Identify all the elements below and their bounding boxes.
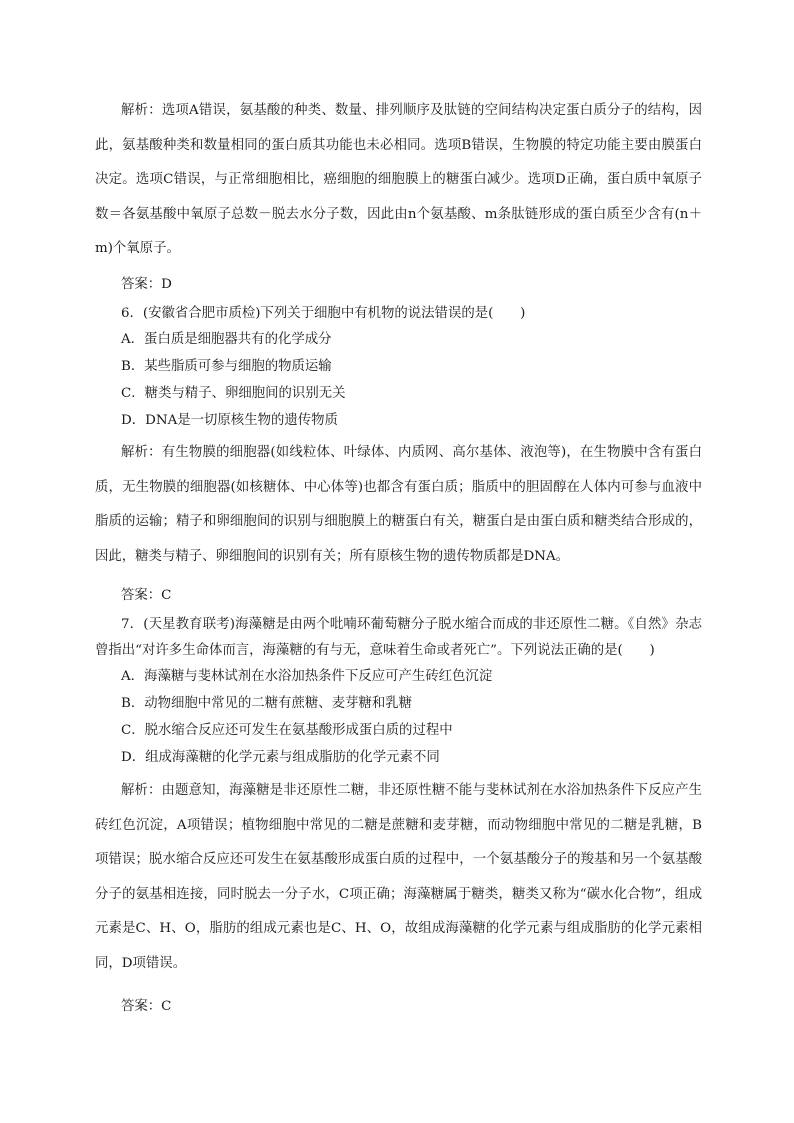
analysis-label: 解析： xyxy=(121,445,162,460)
answer-label: 答案： xyxy=(121,277,162,292)
q7-analysis xyxy=(95,774,702,981)
answer-value: D xyxy=(161,277,172,292)
q6-option-c: C．糖类与精子、卵细胞间的识别无关 xyxy=(121,386,346,401)
q7-option-b: B．动物细胞中常见的二糖有蔗糖、麦芽糖和乳糖 xyxy=(121,696,413,711)
q5-answer xyxy=(121,274,172,296)
q7-option-c: C．脱水缩合反应还可发生在氨基酸形成蛋白质的过程中 xyxy=(121,723,453,738)
analysis-label: 解析： xyxy=(121,783,162,798)
q6-option-a: A．蛋白质是细胞器共有的化学成分 xyxy=(121,332,332,347)
answer-value: C xyxy=(161,999,172,1014)
q6-option-d: D．DNA是一切原核生物的遗传物质 xyxy=(121,413,338,428)
analysis-text: 由题意知，海藻糖是非还原性二糖，非还原性糖不能与斐林试剂在水浴加热条件下反应产生砖红色沉淀，A项错误；植物细胞中常见的二糖是蔗糖和麦芽糖，而动物细胞中常见的二糖是乳糖，B项错误；脱水缩合反应还可发生在氨基酸形成蛋白质的过程中，一个氨基酸分子的羧基和另一个氨基酸分子的氨基相连接，同时脱去一分子水，C项正确；海藻糖属于糖类，糖类又称为“碳水化合物”，组成元素是C、H、O，脂肪的组成元素也是C、H、O，故组成海藻糖的化学元素与组成脂肪的化学元素相同，D项错误。 xyxy=(95,783,703,971)
q6-stem: 6．(安徽省合肥市质检)下列关于细胞中有机物的说法错误的是( ) xyxy=(121,306,526,321)
analysis-text: 选项A错误，氨基酸的种类、数量、排列顺序及肽链的空间结构决定蛋白质分子的结构，因此，氨基酸种类和数量相同的蛋白质其功能也未必相同。选项B错误，生物膜的特定功能主要由膜蛋白决定。选项C错误，与正常细胞相比，癌细胞的细胞膜上的糖蛋白减少。选项D正确，蛋白质中氧原子数＝各氨基酸中氧原子总数－脱去水分子数，因此由n个氨基酸、m条肽链形成的蛋白质至少含有(n＋m)个氧原子。 xyxy=(95,103,702,256)
q7-stem: 7．(天星教育联考)海藻糖是由两个吡喃环葡萄糖分子脱水缩合而成的非还原性二糖。《自然》杂志曾指出“对许多生命体而言，海藻糖的有与无，意味着生命或者死亡”。下列说法正确的是( ) xyxy=(95,617,702,658)
q5-analysis xyxy=(95,94,702,267)
q6-answer xyxy=(121,585,171,607)
answer-label: 答案： xyxy=(121,588,162,603)
answer-label: 答案： xyxy=(121,999,162,1014)
q6-analysis xyxy=(95,436,702,574)
q7-option-d: D．组成海藻糖的化学元素与组成脂肪的化学元素不同 xyxy=(121,750,440,765)
q6-option-b: B．某些脂质可参与细胞的物质运输 xyxy=(121,359,332,374)
q7-answer xyxy=(121,996,171,1018)
analysis-text: 有生物膜的细胞器(如线粒体、叶绿体、内质网、高尔基体、液泡等)，在生物膜中含有蛋白质，无生物膜的细胞器(如核糖体、中心体等)也都含有蛋白质；脂质中的胆固醇在人体内可参与血液中脂质的运输；精子和卵细胞间的识别与细胞膜上的糖蛋白有关，糖蛋白是由蛋白质和糖类结合形成的，因此，糖类与精子、卵细胞间的识别有关；所有原核生物的遗传物质都是DNA。 xyxy=(95,445,703,564)
analysis-label: 解析： xyxy=(121,103,162,118)
q7-option-a: A．海藻糖与斐林试剂在水浴加热条件下反应可产生砖红色沉淀 xyxy=(121,669,493,684)
answer-value: C xyxy=(161,588,172,603)
